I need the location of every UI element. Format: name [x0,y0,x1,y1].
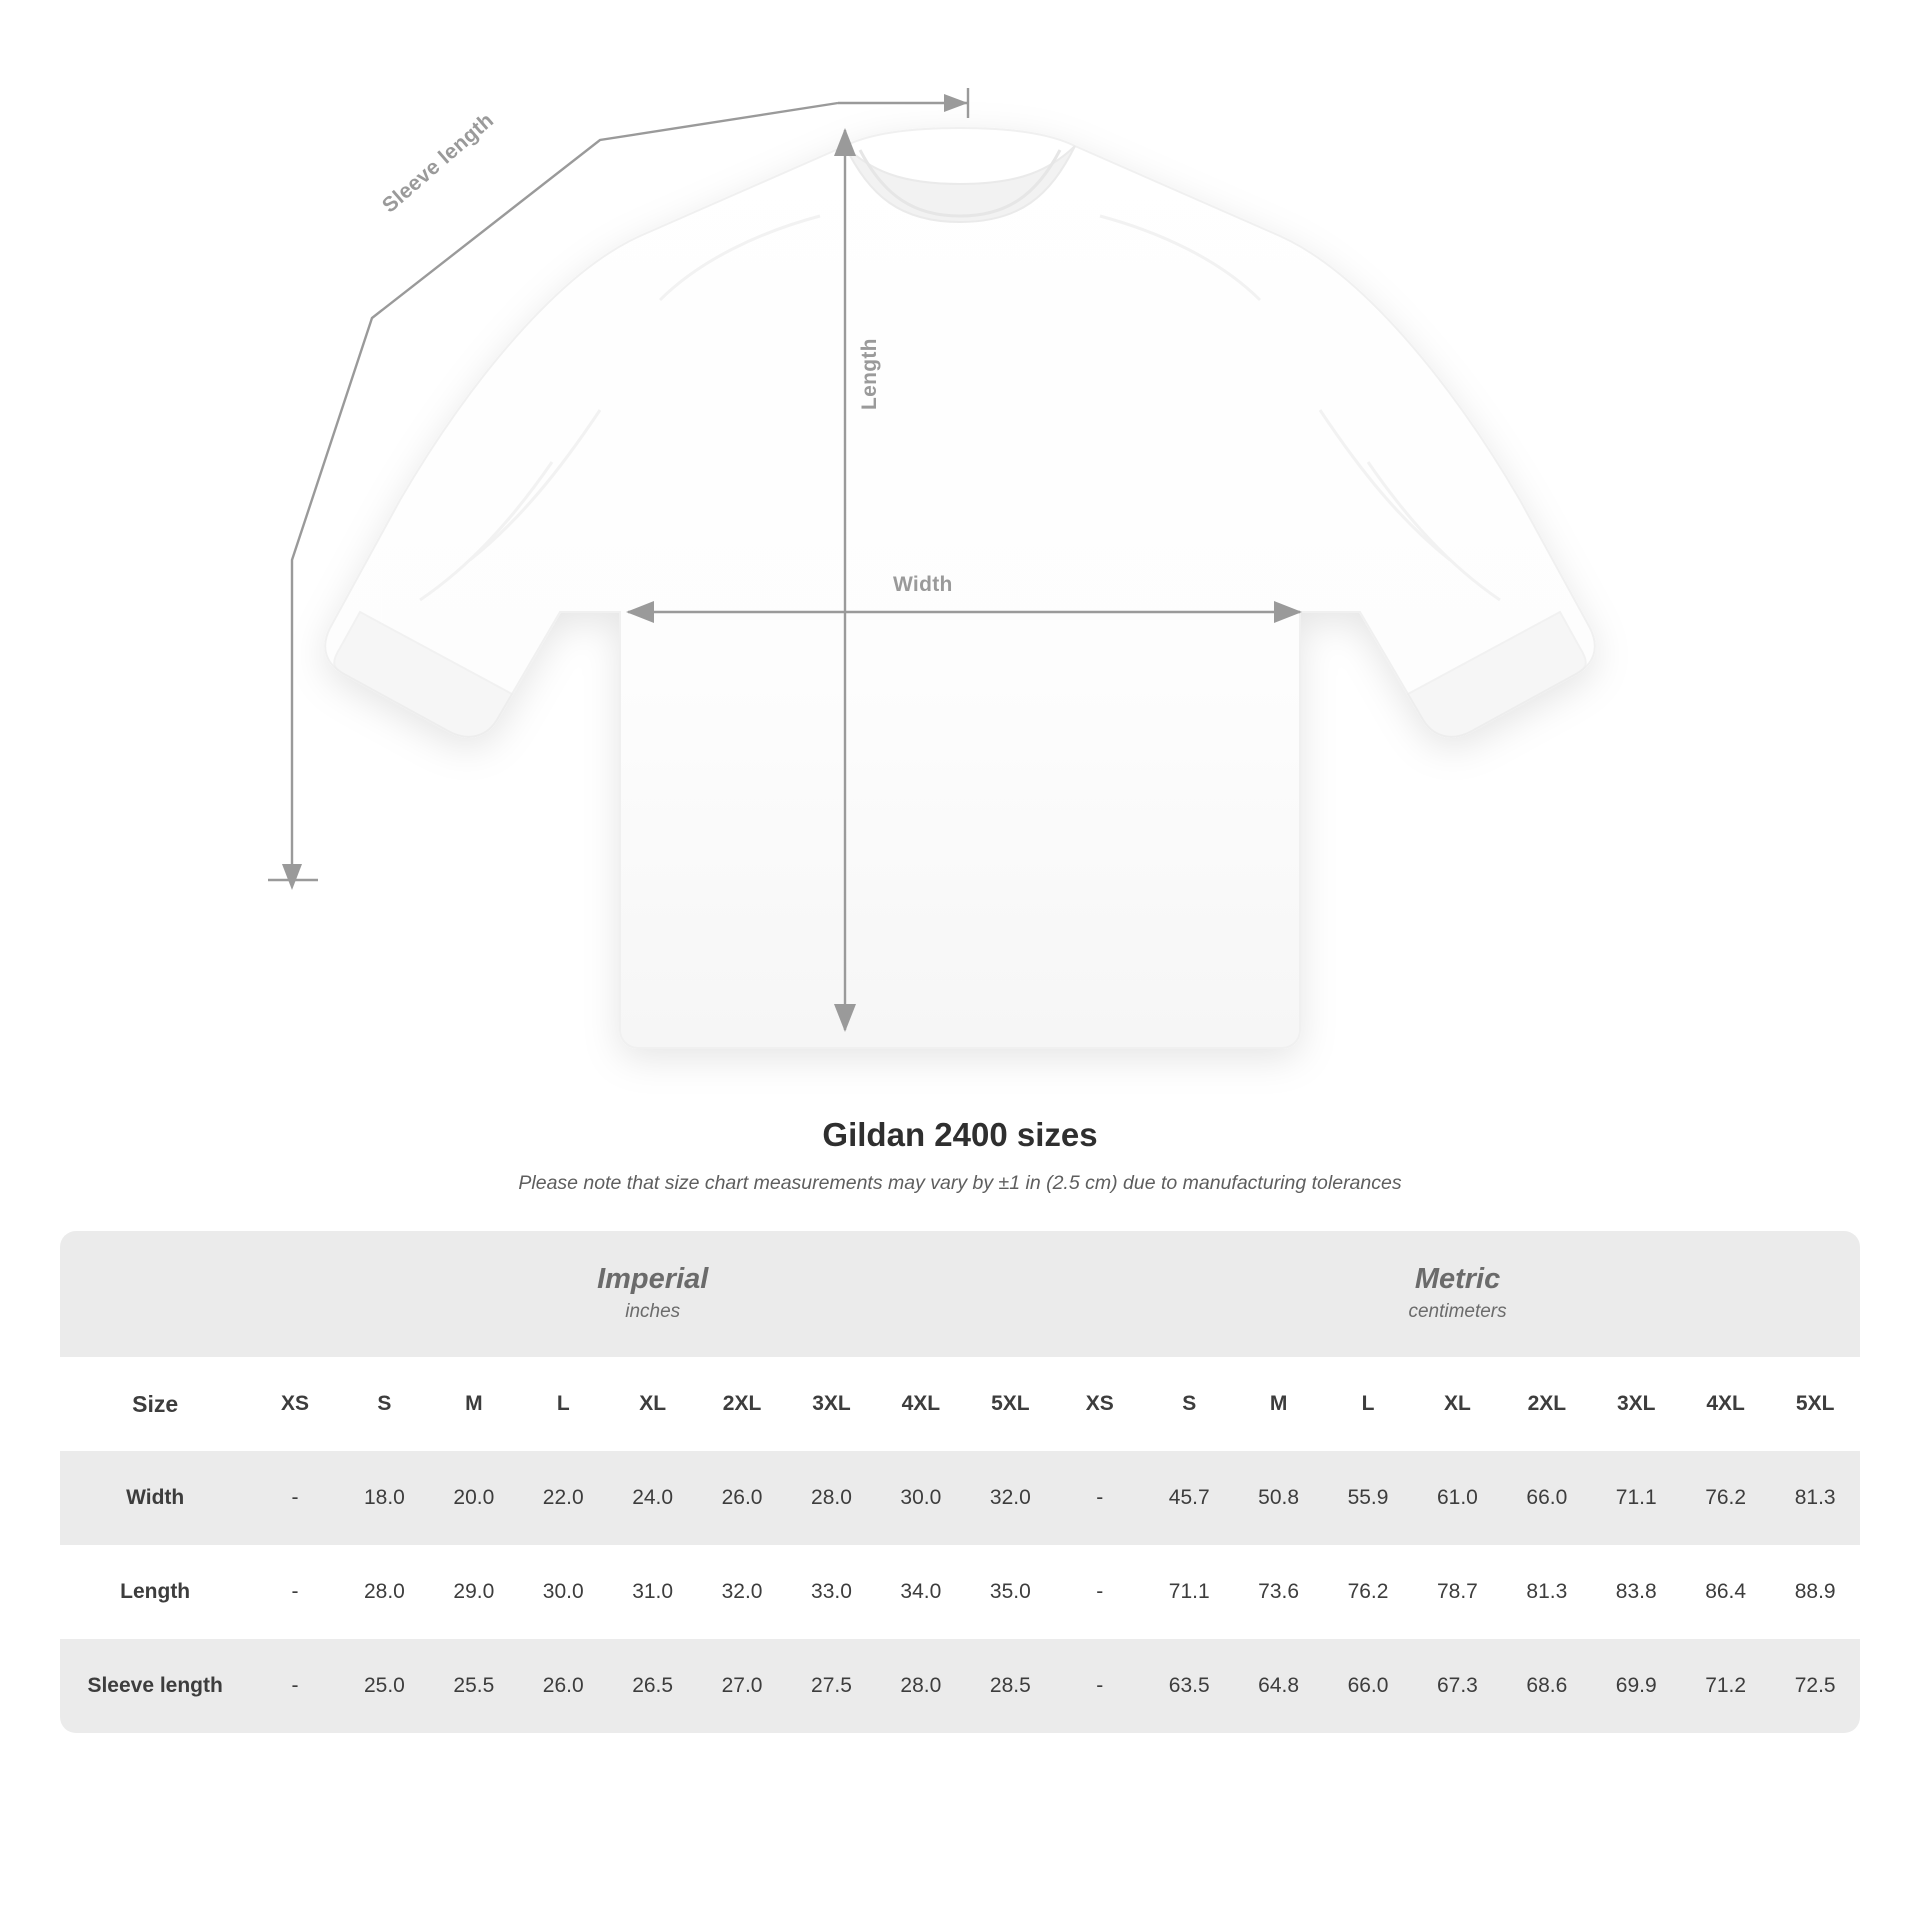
row-label-length: Length [60,1545,250,1639]
cell-sleeve-imperial-xl: 26.5 [608,1639,697,1733]
cell-length-imperial-2xl: 32.0 [697,1545,786,1639]
cell-length-metric-s: 71.1 [1145,1545,1234,1639]
cell-sleeve-metric-s: 63.5 [1145,1639,1234,1733]
cell-length-metric-3xl: 83.8 [1592,1545,1681,1639]
size-col-imperial-s: S [340,1357,429,1451]
cell-width-metric-s: 45.7 [1145,1451,1234,1545]
unit-header-spacer [60,1231,250,1357]
unit-group-metric-name: Metric [1414,1262,1501,1295]
cell-width-imperial-s: 18.0 [340,1451,429,1545]
table-row [60,1545,1860,1639]
size-col-metric-4xl: 4XL [1681,1357,1770,1451]
cell-length-metric-xs: - [1055,1545,1144,1639]
cell-length-imperial-5xl: 35.0 [966,1545,1056,1639]
size-col-metric-xl: XL [1413,1357,1502,1451]
cell-sleeve-metric-l: 66.0 [1323,1639,1412,1733]
size-col-imperial-xs: XS [250,1357,339,1451]
cell-width-metric-3xl: 71.1 [1592,1451,1681,1545]
size-col-metric-5xl: 5XL [1770,1357,1860,1451]
length-dimension-label: Length [858,338,881,410]
cell-width-metric-4xl: 76.2 [1681,1451,1770,1545]
cell-sleeve-imperial-m: 25.5 [429,1639,518,1733]
cell-length-metric-5xl: 88.9 [1770,1545,1860,1639]
size-col-metric-2xl: 2XL [1502,1357,1591,1451]
cell-sleeve-imperial-2xl: 27.0 [697,1639,786,1733]
cell-length-imperial-l: 30.0 [519,1545,608,1639]
row-label-width: Width [60,1451,250,1545]
size-col-imperial-2xl: 2XL [697,1357,786,1451]
cell-sleeve-metric-xl: 67.3 [1413,1639,1502,1733]
cell-sleeve-metric-4xl: 71.2 [1681,1639,1770,1733]
cell-length-imperial-4xl: 34.0 [876,1545,965,1639]
tolerance-note: Please note that size chart measurements may vary by ±1 in (2.5 cm) due to manufacturing tolerances [518,1172,1402,1194]
cell-sleeve-metric-5xl: 72.5 [1770,1639,1860,1733]
sleeve-length-dimension-label: Sleeve length [378,108,499,218]
cell-width-imperial-m: 20.0 [429,1451,518,1545]
cell-width-metric-xs: - [1055,1451,1144,1545]
cell-sleeve-metric-xs: - [1055,1639,1144,1733]
cell-width-imperial-l: 22.0 [519,1451,608,1545]
cell-length-metric-4xl: 86.4 [1681,1545,1770,1639]
cell-width-imperial-5xl: 32.0 [966,1451,1056,1545]
unit-header-row [60,1231,1860,1357]
cell-sleeve-imperial-s: 25.0 [340,1639,429,1733]
cell-width-imperial-xs: - [250,1451,339,1545]
cell-width-imperial-3xl: 28.0 [787,1451,876,1545]
size-col-imperial-m: M [429,1357,518,1451]
unit-group-imperial-name: Imperial [597,1262,709,1295]
size-col-metric-s: S [1145,1357,1234,1451]
cell-sleeve-metric-2xl: 68.6 [1502,1639,1591,1733]
cell-length-metric-2xl: 81.3 [1502,1545,1591,1639]
size-col-imperial-5xl: 5XL [966,1357,1056,1451]
size-col-metric-3xl: 3XL [1592,1357,1681,1451]
cell-width-metric-5xl: 81.3 [1770,1451,1860,1545]
cell-length-metric-l: 76.2 [1323,1545,1412,1639]
size-table-wrapper [60,1231,1860,1733]
size-col-imperial-xl: XL [608,1357,697,1451]
unit-group-metric-sub: centimeters [1408,1300,1507,1322]
table-row [60,1639,1860,1733]
cell-length-metric-xl: 78.7 [1413,1545,1502,1639]
cell-sleeve-imperial-5xl: 28.5 [966,1639,1056,1733]
cell-width-imperial-xl: 24.0 [608,1451,697,1545]
size-col-metric-l: L [1323,1357,1412,1451]
table-row [60,1451,1860,1545]
row-label-sleeve-length: Sleeve length [60,1639,250,1733]
cell-length-imperial-xs: - [250,1545,339,1639]
size-header-row [60,1357,1860,1451]
cell-width-metric-2xl: 66.0 [1502,1451,1591,1545]
cell-sleeve-imperial-xs: - [250,1639,339,1733]
size-col-imperial-3xl: 3XL [787,1357,876,1451]
cell-sleeve-metric-m: 64.8 [1234,1639,1323,1733]
cell-sleeve-imperial-4xl: 28.0 [876,1639,965,1733]
cell-length-imperial-3xl: 33.0 [787,1545,876,1639]
unit-group-metric [1055,1231,1860,1357]
title-block [0,1116,1920,1195]
unit-group-imperial-sub: inches [625,1300,681,1322]
size-col-imperial-4xl: 4XL [876,1357,965,1451]
size-col-metric-xs: XS [1055,1357,1144,1451]
size-col-metric-m: M [1234,1357,1323,1451]
cell-width-metric-xl: 61.0 [1413,1451,1502,1545]
unit-group-imperial [250,1231,1055,1357]
cell-width-imperial-4xl: 30.0 [876,1451,965,1545]
page-title: Gildan 2400 sizes [822,1116,1098,1153]
cell-width-metric-m: 50.8 [1234,1451,1323,1545]
cell-width-metric-l: 55.9 [1323,1451,1412,1545]
cell-sleeve-imperial-l: 26.0 [519,1639,608,1733]
cell-width-imperial-2xl: 26.0 [697,1451,786,1545]
cell-sleeve-imperial-3xl: 27.5 [787,1639,876,1733]
cell-sleeve-metric-3xl: 69.9 [1592,1639,1681,1733]
size-header-label: Size [60,1357,250,1451]
width-dimension-label: Width [893,573,953,596]
cell-length-imperial-xl: 31.0 [608,1545,697,1639]
size-col-imperial-l: L [519,1357,608,1451]
cell-length-imperial-s: 28.0 [340,1545,429,1639]
cell-length-imperial-m: 29.0 [429,1545,518,1639]
cell-length-metric-m: 73.6 [1234,1545,1323,1639]
size-table [60,1231,1860,1733]
